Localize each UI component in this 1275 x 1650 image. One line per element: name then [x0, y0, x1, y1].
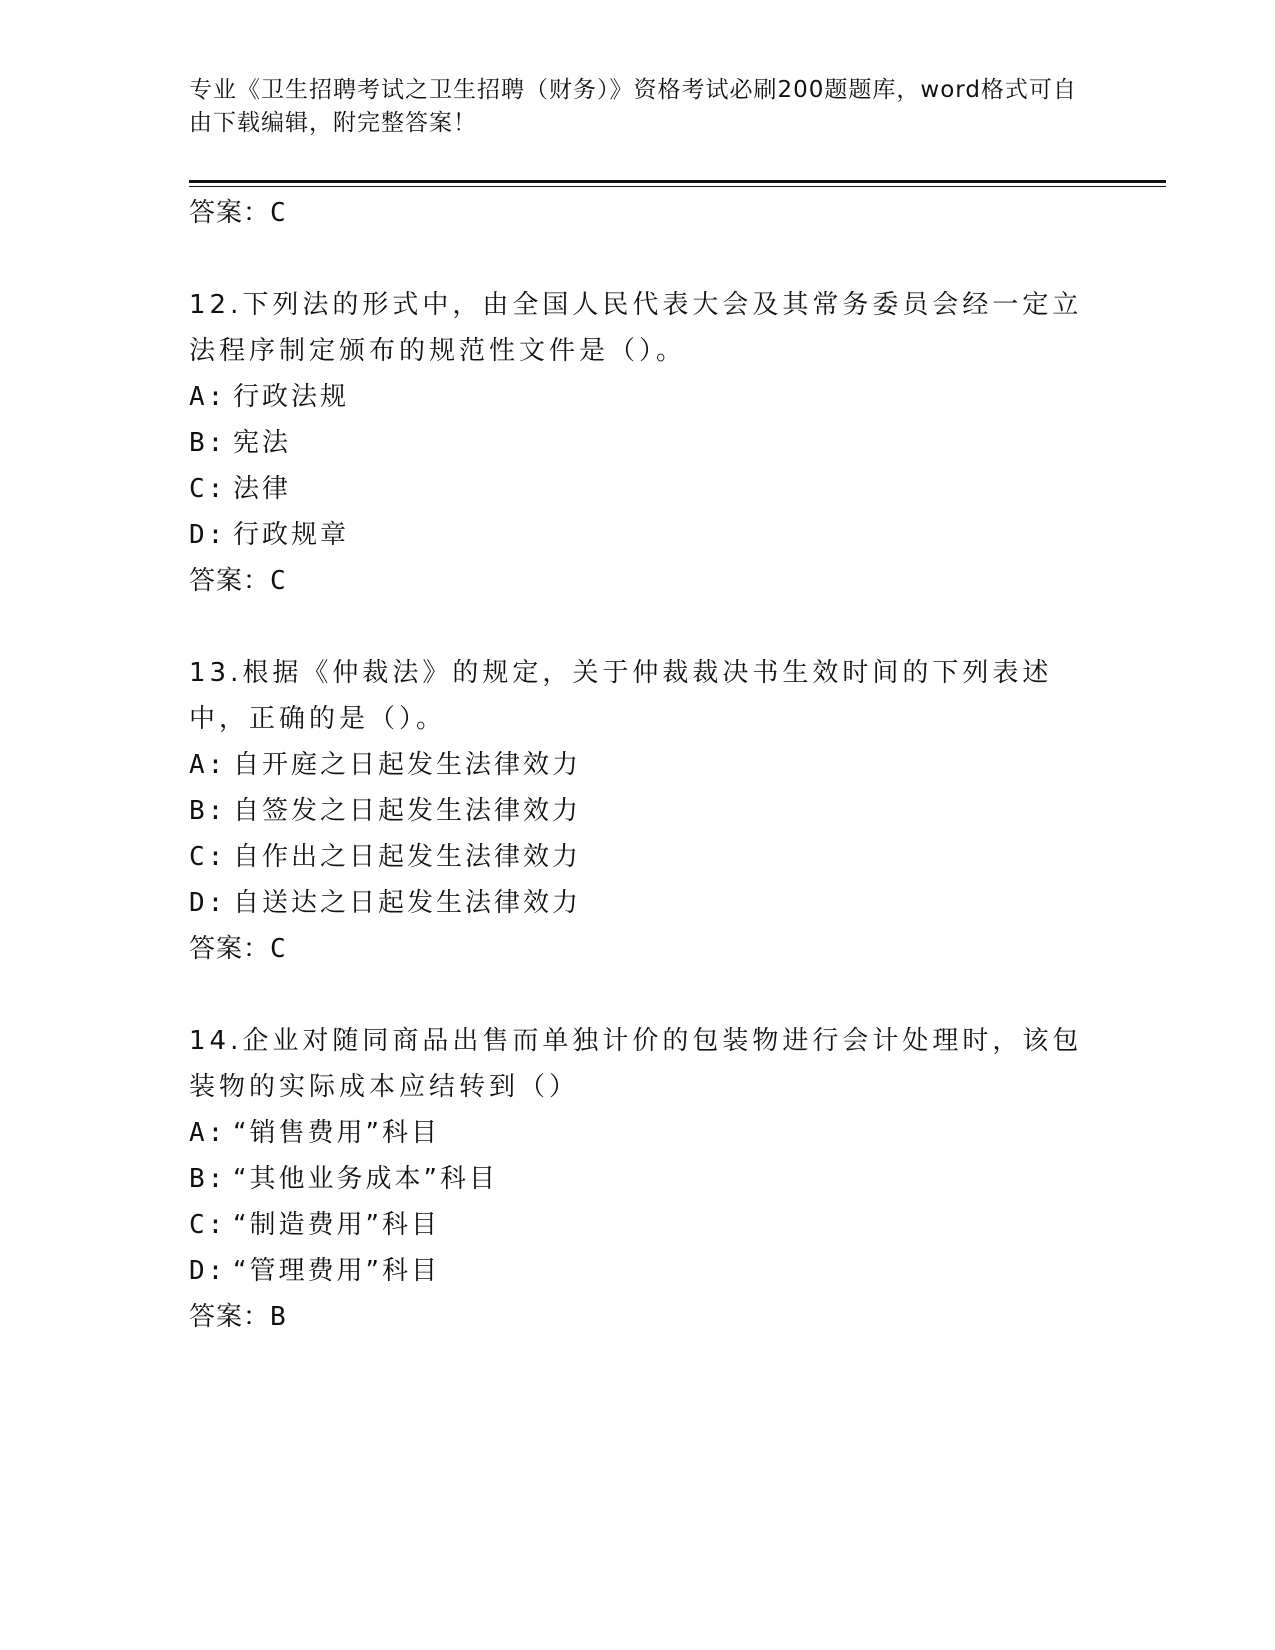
answer-line [189, 190, 1089, 236]
spacer [189, 236, 1089, 282]
answer-line [189, 558, 1089, 604]
option-b [189, 420, 1089, 466]
question-list [189, 190, 1089, 1340]
option-a [189, 742, 1089, 788]
answer-label: 答案： [189, 1302, 271, 1332]
option-a [189, 1110, 1089, 1156]
option-c [189, 1202, 1089, 1248]
header-divider-thick [189, 180, 1166, 183]
answer-label: 答案： [189, 934, 271, 964]
answer-label: 答案： [189, 198, 271, 228]
question-stem: 14.企业对随同商品出售而单独计价的包装物进行会计处理时，该包装物的实际成本应结转到（） [189, 1026, 1083, 1102]
option-text: 行政法规 [233, 382, 350, 412]
question-12 [189, 282, 1089, 604]
option-text: 宪法 [233, 428, 292, 458]
option-letter: C: [189, 1210, 227, 1240]
option-text: 自送达之日起发生法律效力 [233, 888, 582, 918]
question-13 [189, 650, 1089, 972]
option-letter: A: [189, 1118, 227, 1148]
option-text: “管理费用”科目 [233, 1256, 440, 1286]
spacer [189, 972, 1089, 1018]
option-letter: B: [189, 796, 227, 826]
option-c [189, 834, 1089, 880]
answer-label: 答案： [189, 566, 271, 596]
option-letter: C: [189, 842, 227, 872]
option-text: 自作出之日起发生法律效力 [233, 842, 582, 872]
option-text: 自开庭之日起发生法律效力 [233, 750, 582, 780]
option-text: 行政规章 [233, 520, 350, 550]
option-b [189, 788, 1089, 834]
option-text: “制造费用”科目 [233, 1210, 440, 1240]
option-text: “销售费用”科目 [233, 1118, 440, 1148]
answer-value: C [270, 566, 287, 596]
question-14 [189, 1018, 1089, 1340]
option-letter: A: [189, 750, 227, 780]
option-text: 法律 [233, 474, 292, 504]
option-c [189, 466, 1089, 512]
option-b [189, 1156, 1089, 1202]
option-text: “其他业务成本”科目 [233, 1164, 498, 1194]
option-d [189, 1248, 1089, 1294]
spacer [189, 604, 1089, 650]
answer-value: B [270, 1302, 287, 1332]
answer-line [189, 926, 1089, 972]
answer-line [189, 1294, 1089, 1340]
option-letter: B: [189, 428, 227, 458]
option-letter: A: [189, 382, 227, 412]
header-divider-thin [189, 186, 1166, 187]
question-stem: 13.根据《仲裁法》的规定，关于仲裁裁决书生效时间的下列表述中，正确的是（）。 [189, 658, 1053, 734]
option-letter: D: [189, 888, 227, 918]
option-d [189, 512, 1089, 558]
answer-value: C [270, 934, 287, 964]
option-letter: C: [189, 474, 227, 504]
option-letter: D: [189, 520, 227, 550]
question-stem: 12.下列法的形式中，由全国人民代表大会及其常务委员会经一定立法程序制定颁布的规范性文件是（）。 [189, 290, 1083, 366]
option-a [189, 374, 1089, 420]
option-d [189, 880, 1089, 926]
answer-value: C [270, 198, 287, 228]
option-letter: D: [189, 1256, 227, 1286]
document-header: 专业《卫生招聘考试之卫生招聘（财务）》资格考试必刷200题题库，word格式可自由下载编辑，附完整答案！ [189, 77, 1077, 136]
option-text: 自签发之日起发生法律效力 [233, 796, 582, 826]
option-letter: B: [189, 1164, 227, 1194]
